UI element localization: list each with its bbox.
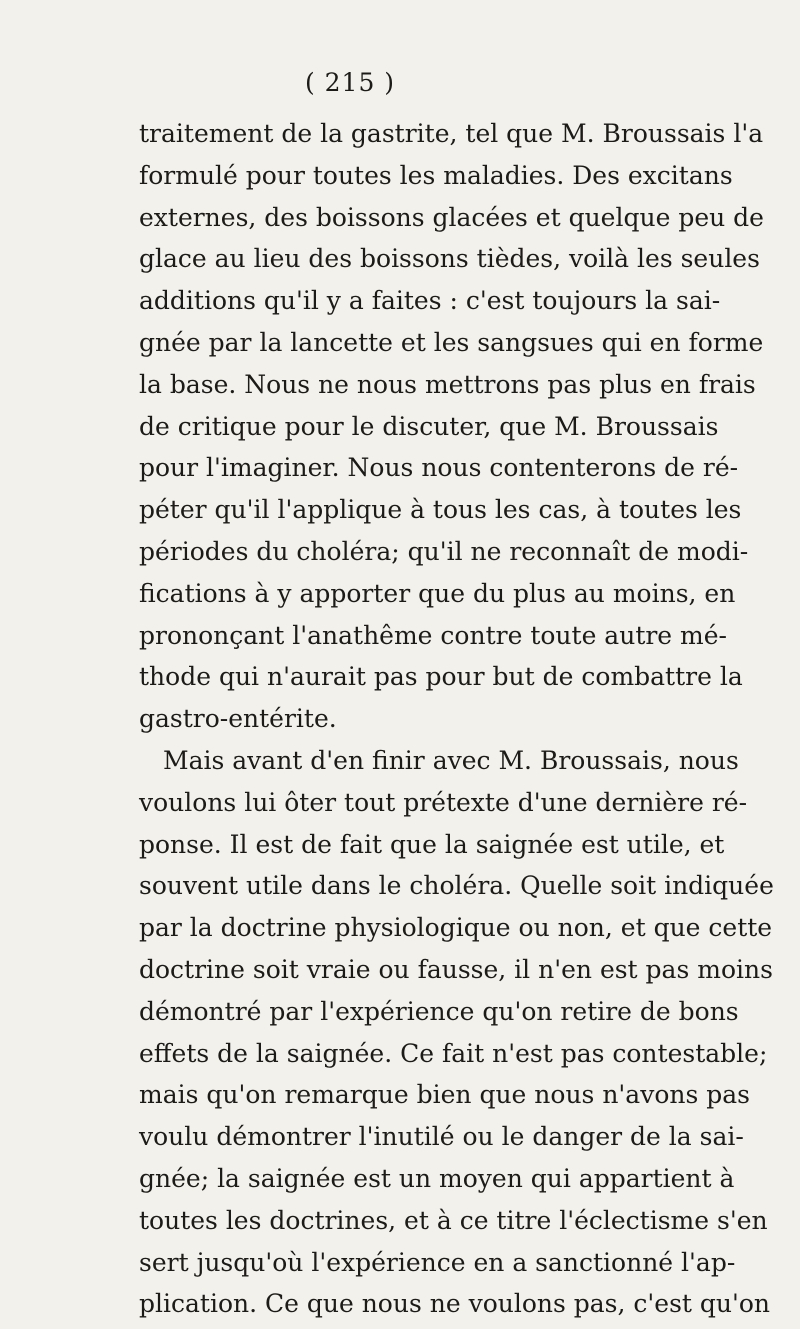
text-line: additions qu'il y a faites : c'est toujours la sai- xyxy=(139,286,721,316)
text-line: ponse. Il est de fait que la saignée est utile, et xyxy=(139,829,725,859)
text-line: périodes du choléra; qu'il ne reconnaît de modi- xyxy=(139,536,749,566)
text-line: glace au lieu des boissons tièdes, voilà les seules xyxy=(139,244,760,274)
text-line: de critique pour le discuter, que M. Broussais xyxy=(139,411,719,441)
text-line: doctrine soit vraie ou fausse, il n'en est pas moins xyxy=(139,954,773,984)
text-line: prononçant l'anathême contre toute autre mé- xyxy=(139,620,728,650)
paragraph-start-line: Mais avant d'en finir avec M. Broussais, nous xyxy=(163,745,739,775)
text-line: péter qu'il l'applique à tous les cas, à toutes les xyxy=(139,495,742,525)
text-line: souvent utile dans le choléra. Quelle soit indiquée xyxy=(139,871,774,901)
text-line: thode qui n'aurait pas pour but de combattre la xyxy=(139,662,743,692)
page-number: ( 215 ) xyxy=(304,68,396,97)
text-line: pour l'imaginer. Nous nous contenterons de ré- xyxy=(139,453,739,483)
text-line: gnée par la lancette et les sangsues qui en forme xyxy=(139,327,764,357)
text-line: par la doctrine physiologique ou non, et que cette xyxy=(139,913,773,943)
text-line: effets de la saignée. Ce fait n'est pas contestable; xyxy=(139,1038,768,1068)
text-line: formulé pour toutes les maladies. Des excitans xyxy=(139,160,733,190)
text-line: la base. Nous ne nous mettrons pas plus en frais xyxy=(139,369,756,399)
text-line: démontré par l'expérience qu'on retire de bons xyxy=(139,996,739,1026)
text-line: sert jusqu'où l'expérience en a sanctionné l'ap- xyxy=(139,1247,736,1277)
text-line: gnée; la saignée est un moyen qui appartient à xyxy=(139,1163,735,1193)
text-line: externes, des boissons glacées et quelque peu de xyxy=(139,202,764,232)
body-text xyxy=(139,113,774,1325)
text-line: plication. Ce que nous ne voulons pas, c'est qu'on xyxy=(139,1289,771,1319)
paragraph-end-line: gastro-entérite. xyxy=(139,704,337,734)
text-line: toutes les doctrines, et à ce titre l'éclectisme s'en xyxy=(139,1205,768,1235)
text-line: mais qu'on remarque bien que nous n'avons pas xyxy=(139,1080,750,1110)
text-line: voulu démontrer l'inutilé ou le danger de la sai- xyxy=(139,1122,744,1152)
text-line: fications à y apporter que du plus au moins, en xyxy=(139,578,736,608)
text-line: voulons lui ôter tout prétexte d'une dernière ré- xyxy=(139,787,748,817)
text-line: traitement de la gastrite, tel que M. Broussais l'a xyxy=(139,119,764,148)
